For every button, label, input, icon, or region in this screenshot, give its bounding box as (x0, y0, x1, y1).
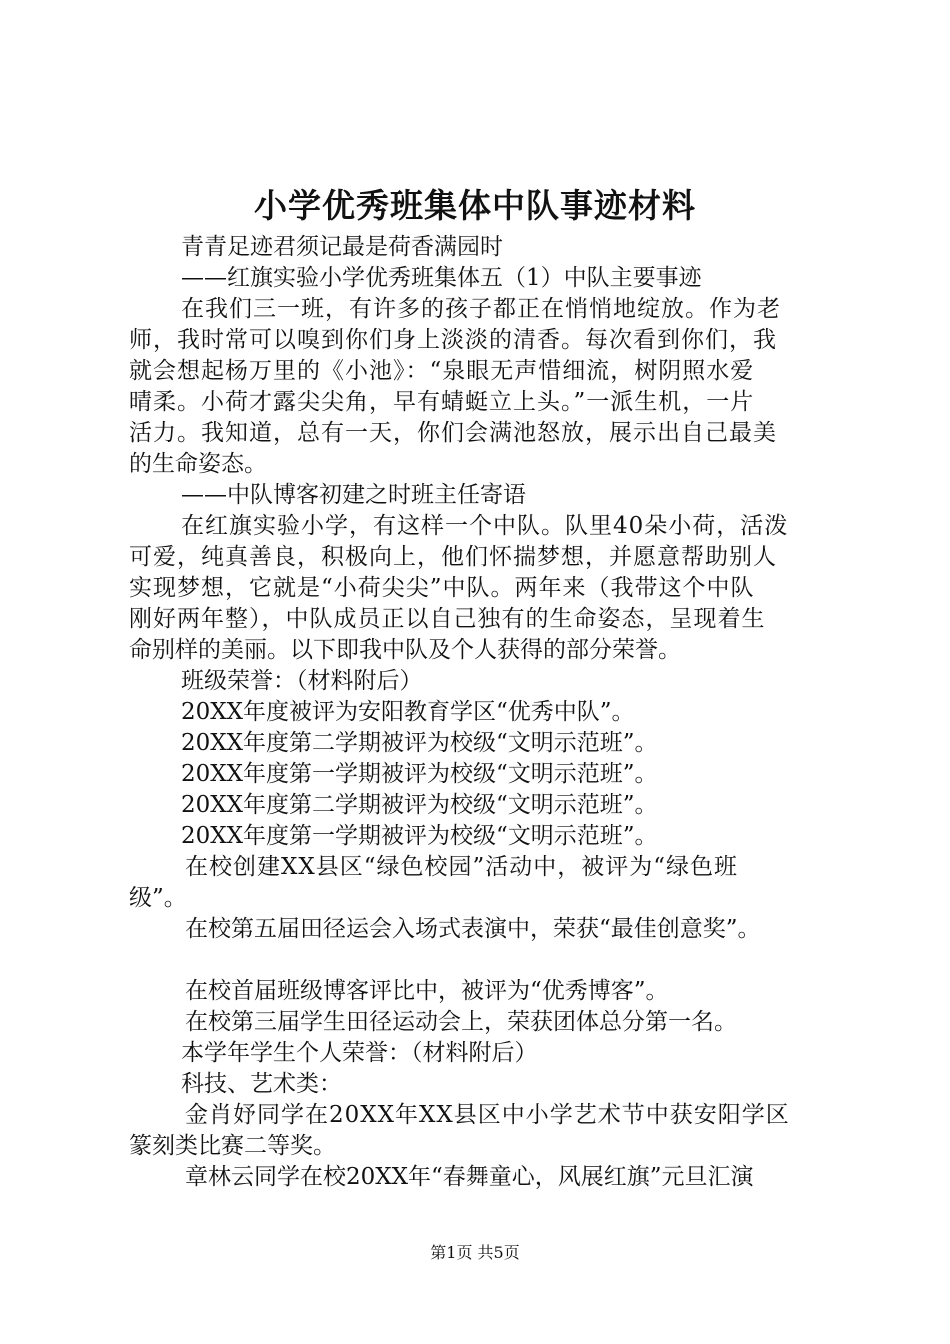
honor-item: 20XX年度第二学期被评为校级“文明示范班”。 (181, 792, 658, 818)
honor-item: 20XX年度第一学期被评为校级“文明示范班”。 (181, 761, 658, 787)
paragraph-line: 活力。我知道，总有一天，你们会满池怒放，展示出自己最美 (129, 420, 777, 446)
honor-item: 在校首届班级博客评比中，被评为“优秀博客”。 (185, 978, 669, 1004)
page-footer: 第1页 共5页 (430, 1243, 520, 1262)
honor-item: 金肖妤同学在20XX年XX县区中小学艺术节中获安阳学区 (185, 1102, 790, 1128)
section-heading: 班级荣誉：（材料附后） (181, 668, 423, 694)
paragraph-line: 就会想起杨万里的《小池》：“泉眼无声惜细流，树阴照水爱 (129, 358, 755, 384)
honor-item: 在校第三届学生田径运动会上，荣获团体总分第一名。 (185, 1009, 737, 1035)
category-heading: 科技、艺术类： (181, 1071, 342, 1097)
document-title: 小学优秀班集体中队事迹材料 (254, 186, 696, 225)
honor-item: 级”。 (129, 885, 187, 911)
blank-line (129, 945, 829, 976)
honor-item: 20XX年度被评为安阳教育学区“优秀中队”。 (181, 699, 635, 725)
document-body (129, 232, 829, 1193)
paragraph-line: 可爱，纯真善良，积极向上，他们怀揣梦想，并愿意帮助别人 (129, 544, 777, 570)
honor-item: 篆刻类比赛二等奖。 (129, 1133, 336, 1159)
subtitle-line: 青青足迹君须记最是荷香满园时 (181, 234, 503, 260)
honor-item: 在校第五届田径运会入场式表演中，荣获“最佳创意奖”。 (185, 916, 761, 942)
paragraph-line: 实现梦想，它就是“小荷尖尖”中队。两年来（我带这个中队 (129, 575, 755, 601)
section-heading: 本学年学生个人荣誉：（材料附后） (181, 1040, 538, 1066)
paragraph-line: 命别样的美丽。以下即我中队及个人获得的部分荣誉。 (129, 637, 681, 663)
paragraph-line: 晴柔。小荷才露尖尖角，早有蜻蜓立上头。”一派生机，一片 (129, 389, 755, 415)
paragraph-line: 的生命姿态。 (129, 451, 267, 477)
honor-item: 20XX年度第二学期被评为校级“文明示范班”。 (181, 730, 658, 756)
subtitle-byline: ——红旗实验小学优秀班集体五（1）中队主要事迹 (181, 265, 702, 291)
quote-attribution: ——中队博客初建之时班主任寄语 (181, 482, 526, 508)
honor-item: 在校创建XX县区“绿色校园”活动中，被评为“绿色班 (185, 854, 739, 880)
paragraph-line: 师，我时常可以嗅到你们身上淡淡的清香。每次看到你们，我 (129, 327, 777, 353)
honor-item: 章林云同学在校20XX年“春舞童心，风展红旗”元旦汇演 (185, 1164, 754, 1190)
paragraph-line: 在红旗实验小学，有这样一个中队。队里40朵小荷，活泼 (181, 513, 789, 539)
paragraph-line: 刚好两年整），中队成员正以自己独有的生命姿态，呈现着生 (129, 606, 766, 632)
paragraph-line: 在我们三一班，有许多的孩子都正在悄悄地绽放。作为老 (181, 296, 781, 322)
honor-item: 20XX年度第一学期被评为校级“文明示范班”。 (181, 823, 658, 849)
